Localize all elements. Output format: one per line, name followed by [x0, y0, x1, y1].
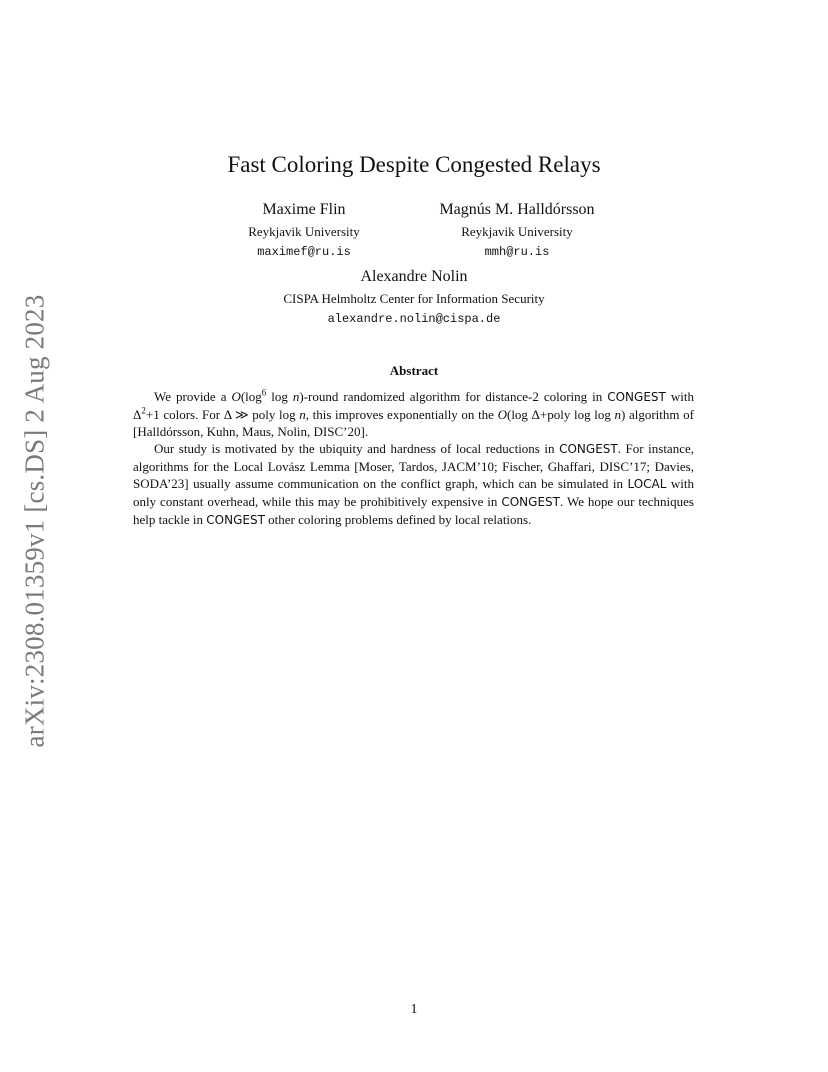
arxiv-identifier: arXiv:2308.01359v1 [cs.DS] 2 Aug 2023 [19, 294, 50, 748]
text-run: +1 colors. For Δ ≫ poly log [145, 407, 300, 422]
model-name: CONGEST [559, 442, 618, 456]
math-symbol: O [497, 407, 507, 422]
author-email: maximef@ru.is [257, 245, 351, 259]
text-run: . For instance, algorithms for the Local Lovász Lemma [Moser, Tardos, JACM’10; Fischer, Ghaffari, DISC’17; Davies, SODA’23] usually assume communication on the conflict graph, which can be simulated in [133, 441, 694, 491]
page-number: 1 [410, 1002, 418, 1017]
text-run: ) algorithm of [Halldórsson, Kuhn, Maus, Nolin, DISC’20]. [133, 407, 694, 439]
math-symbol: n [299, 407, 306, 422]
paper-title: Fast Coloring Despite Congested Relays [227, 152, 601, 177]
author-email: mmh@ru.is [484, 245, 550, 259]
text-run: (log Δ+poly log log [506, 407, 615, 422]
text-run: other coloring problems defined by local relations. [264, 512, 532, 527]
text-run: Our study is motivated by the ubiquity and hardness of local reductions in [154, 441, 560, 456]
author-name: Maxime Flin [262, 201, 346, 218]
author-email: alexandre.nolin@cispa.de [327, 312, 501, 326]
author-affiliation: Reykjavik University [461, 224, 573, 239]
text-run: with only constant overhead, while this may be prohibitively expensive in [133, 476, 694, 509]
model-name: CONGEST [501, 495, 560, 509]
abstract-body [133, 388, 694, 529]
math-symbol: n [292, 389, 300, 404]
math-symbol: n [614, 407, 621, 422]
model-name: CONGEST [206, 513, 265, 527]
model-name: LOCAL [627, 477, 667, 491]
text-run: (log [240, 389, 262, 404]
math-symbol: O [231, 389, 241, 404]
abstract-paragraph [133, 388, 694, 440]
text-run: )-round randomized algorithm for distance-2 coloring in [299, 389, 608, 404]
text-run: log [266, 389, 293, 404]
author-affiliation: Reykjavik University [248, 224, 360, 239]
abstract-heading: Abstract [389, 363, 439, 378]
superscript: 2 [141, 405, 146, 416]
author-block [264, 267, 564, 329]
text-run: . We hope our techniques help tackle in [133, 494, 694, 527]
author-name: Magnús M. Halldórsson [439, 201, 595, 218]
author-name: Alexandre Nolin [360, 268, 468, 285]
author-affiliation: CISPA Helmholtz Center for Information Security [283, 291, 545, 306]
text-run: with Δ [133, 389, 694, 422]
text-run: , this improves exponentially on the [305, 407, 498, 422]
abstract-paragraph [133, 440, 694, 529]
superscript: 6 [261, 387, 267, 398]
author-block [367, 200, 667, 262]
text-run: We provide a [154, 389, 232, 404]
model-name: CONGEST [607, 390, 666, 404]
